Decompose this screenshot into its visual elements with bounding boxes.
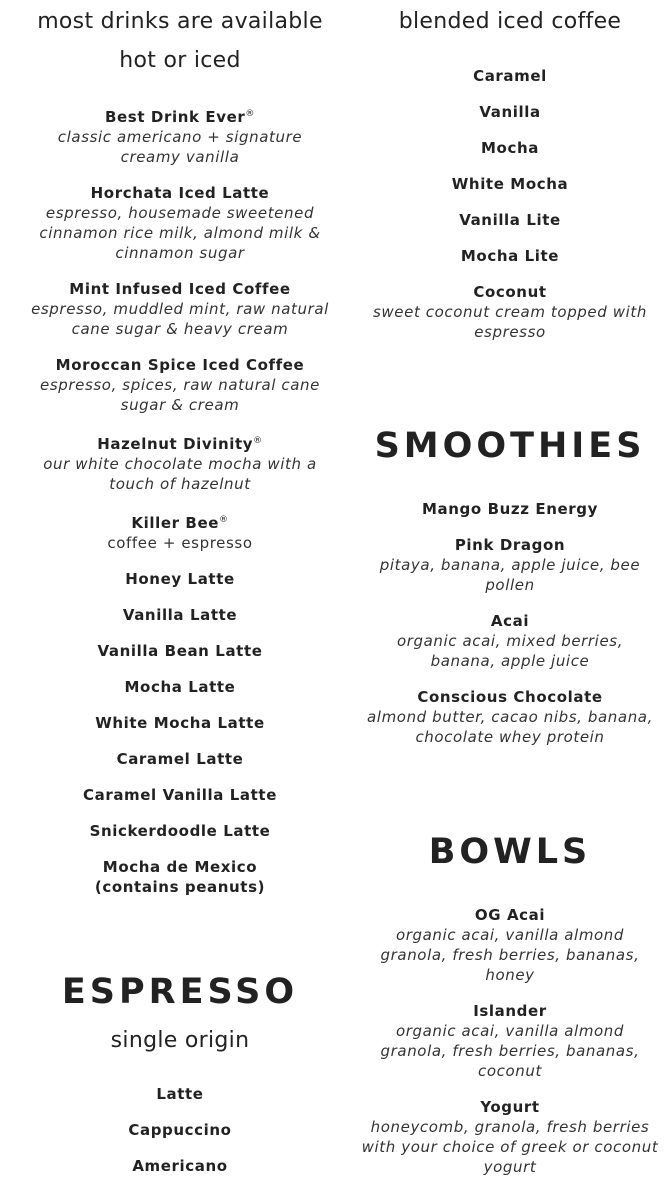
item-name: Mango Buzz Energy [422,500,598,518]
item-name: Vanilla Bean Latte [97,642,263,660]
menu-item [20,1120,340,1140]
item-name: Mocha de Mexico (contains peanuts) [94,858,266,896]
drinks-heading-text: most drinks are available hot or iced [37,9,323,73]
bowls-list [360,905,660,1193]
item-name: Caramel Vanilla Latte [83,786,277,804]
item-name: Best Drink Ever [105,108,246,126]
menu-item [360,66,660,86]
item-name: Islander [473,1002,547,1020]
espresso-subtitle: single origin [110,1028,250,1053]
menu-item [360,499,660,519]
item-description: coffee + espresso [107,534,253,552]
blended-heading: blended iced coffee [398,9,622,34]
registered-mark: ® [219,515,229,525]
blended-list [360,66,660,358]
item-name: Cappuccino [128,1121,232,1139]
item-name: Yogurt [480,1098,540,1116]
menu-item [360,282,660,342]
item-name: Caramel Latte [116,750,244,768]
menu-item [360,174,660,194]
item-description: classic americano + signature creamy vanilla [57,128,303,166]
drinks-heading [20,2,340,80]
menu-item [360,138,660,158]
menu-item [20,1084,340,1104]
item-name: Mint Infused Iced Coffee [69,280,291,298]
registered-mark: ® [245,109,255,119]
item-description: pitaya, banana, apple juice, bee pollen [379,556,641,594]
item-description: espresso, housemade sweetened cinnamon rice milk, almond milk & cinnamon sugar [39,204,321,262]
menu-item [20,605,340,625]
item-name: Horchata Iced Latte [90,184,270,202]
espresso-list [20,1084,340,1192]
item-name: Pink Dragon [454,536,566,554]
menu-item [360,535,660,595]
item-name: Vanilla [479,103,541,121]
item-name: Mocha Lite [460,247,560,265]
menu-item [20,641,340,661]
item-name: White Mocha Latte [95,714,265,732]
item-description: our white chocolate mocha with a touch of hazelnut [43,455,317,493]
item-name: Coconut [473,283,547,301]
menu-item [360,210,660,230]
menu-item [20,510,340,553]
menu-item [360,102,660,122]
bowls-title: BOWLS [428,832,592,872]
menu-item [20,713,340,733]
item-name: Moroccan Spice Iced Coffee [55,356,305,374]
item-name: Mocha Latte [124,678,236,696]
drinks-list [20,104,340,913]
menu-item [20,431,340,494]
item-name: Honey Latte [125,570,235,588]
item-name: Acai [490,612,530,630]
item-description: espresso, spices, raw natural cane sugar & cream [40,376,320,414]
item-name: Americano [132,1157,228,1175]
item-description: espresso, muddled mint, raw natural cane sugar & heavy cream [31,300,329,338]
menu-item [20,785,340,805]
item-name: Caramel [473,67,547,85]
menu-item [360,1097,660,1177]
item-name: OG Acai [474,906,546,924]
item-description: organic acai, vanilla almond granola, fresh berries, bananas, honey [380,926,640,984]
menu-item [360,246,660,266]
menu-item [360,1001,660,1081]
item-description: organic acai, vanilla almond granola, fresh berries, bananas, coconut [380,1022,640,1080]
registered-mark: ® [253,436,263,446]
smoothies-list [360,499,660,763]
menu-item [20,1156,340,1176]
item-name: Conscious Chocolate [417,688,603,706]
menu-item [20,104,340,167]
menu-item [20,355,340,415]
item-name: Killer Bee [131,514,219,532]
item-name: Vanilla Latte [122,606,238,624]
item-name: Vanilla Lite [459,211,561,229]
menu-item [20,749,340,769]
espresso-title: ESPRESSO [61,972,299,1012]
item-description: honeycomb, granola, fresh berries with your choice of greek or coconut yogurt [361,1118,659,1176]
menu-item [360,687,660,747]
menu-item [20,677,340,697]
item-name: White Mocha [451,175,569,193]
item-name: Mocha [481,139,539,157]
menu-item [20,821,340,841]
item-description: sweet coconut cream topped with espresso [373,303,647,341]
menu-item [360,611,660,671]
menu-item [20,569,340,589]
menu-item [20,857,340,897]
item-description: almond butter, cacao nibs, banana, chocolate whey protein [367,708,653,746]
menu-item [20,279,340,339]
menu-item [20,183,340,263]
item-name: Hazelnut Divinity [97,435,254,453]
item-name: Snickerdoodle Latte [89,822,271,840]
smoothies-title: SMOOTHIES [374,426,646,466]
menu-item [360,905,660,985]
item-description: organic acai, mixed berries, banana, apple juice [396,632,624,670]
item-name: Latte [156,1085,204,1103]
